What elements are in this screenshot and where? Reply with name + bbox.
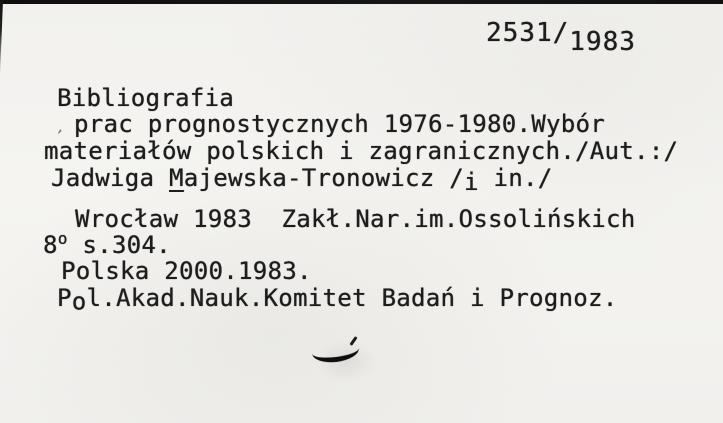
format-superscript-o: o — [57, 229, 68, 248]
materials-line: materiałów polskich i zagranicznych./Aut.:/ — [44, 137, 679, 165]
author-name-rest: ajewska-Tronowicz / — [183, 164, 464, 192]
catalog-number-main: 2531/ — [486, 18, 570, 48]
format-line — [43, 229, 171, 259]
scan-top-edge — [0, 0, 723, 4]
author-lowered-i: i — [464, 168, 479, 196]
catalog-number-year: 1983 — [569, 27, 636, 57]
scan-left-edge — [0, 0, 3, 78]
corporate-rest: l.Akad.Nauk.Komitet Badań i Prognoz. — [86, 284, 618, 312]
catalog-number — [486, 18, 636, 57]
subtitle-line: prac prognostycznych 1976-1980.Wybór — [74, 110, 605, 138]
corporate-initial: P — [57, 284, 72, 312]
title-line: Bibliografia — [57, 84, 234, 112]
format-digit: 8 — [43, 231, 58, 259]
author-name-part: Jadwiga — [51, 164, 169, 192]
corporate-lowered-o: o — [71, 287, 87, 316]
author-underlined-initial: M — [169, 164, 184, 192]
stray-typewriter-mark: , — [54, 117, 69, 137]
series-line: Polska 2000.1983. — [61, 257, 312, 285]
pages-value: s.304. — [67, 231, 171, 259]
author-et-al: in./ — [478, 164, 553, 192]
author-line — [51, 164, 553, 196]
imprint-place-line: Wrocław 1983 Zakł.Nar.im.Ossolińskich — [75, 205, 636, 233]
corporate-author-line — [57, 284, 618, 316]
